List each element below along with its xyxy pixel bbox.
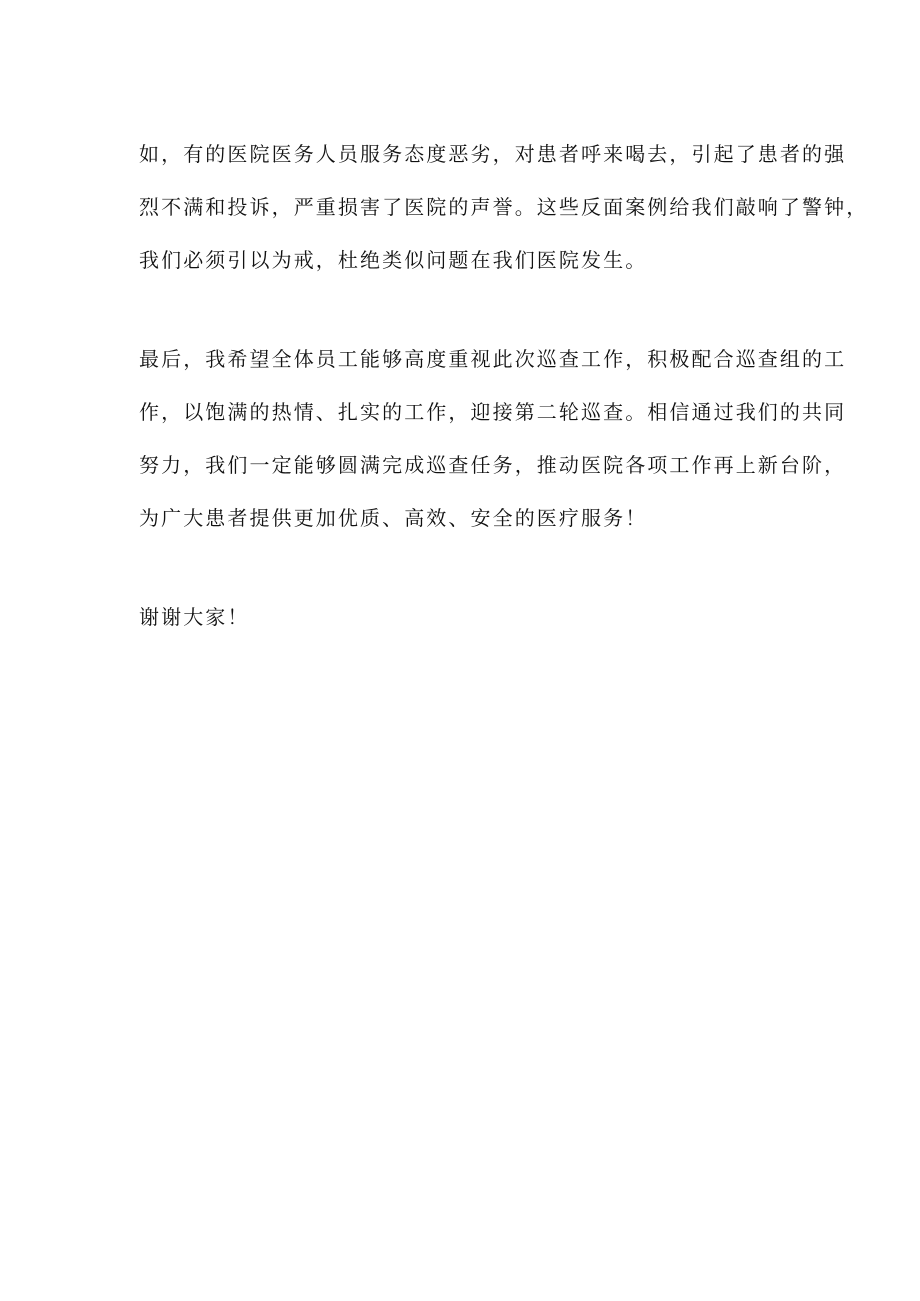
paragraph-thanks [139,603,804,631]
text-line: 如，有的医院医务人员服务态度恶劣，对患者呼来喝去，引起了患者的强 [139,142,847,166]
text-line: 作，以饱满的热情、扎实的工作，迎接第二轮巡查。相信通过我们的共同 [139,400,847,424]
paragraph-example [139,140,869,274]
paragraph-closing [139,345,847,532]
text-line: 我们必须引以为戒，杜绝类似问题在我们医院发生。 [139,248,648,272]
paragraph-spacer [139,299,804,345]
text-line: 最后，我希望全体员工能够高度重视此次巡查工作，积极配合巡查组的工 [139,347,847,371]
text-line: 烈不满和投诉，严重损害了医院的声誉。这些反面案例给我们敲响了警钟， [139,195,869,219]
text-line: 努力，我们一定能够圆满完成巡查任务，推动医院各项工作再上新台阶， [139,453,847,477]
paragraph-spacer [139,557,804,603]
text-line: 谢谢大家！ [139,605,250,629]
document-body [139,140,869,656]
text-line: 为广大患者提供更加优质、高效、安全的医疗服务！ [139,506,648,530]
